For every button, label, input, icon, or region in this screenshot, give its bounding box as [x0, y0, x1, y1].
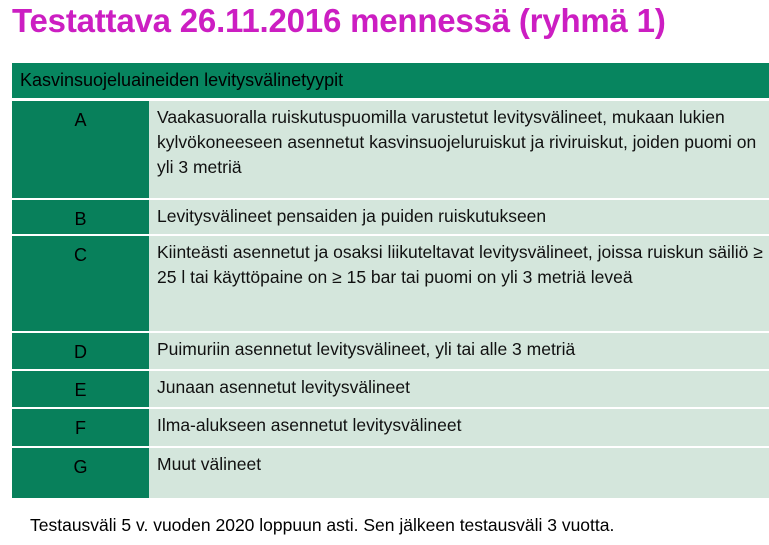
row-code: D	[74, 342, 87, 362]
row-description: Ilma-alukseen asennetut levitysvälineet	[149, 409, 769, 446]
row-code-cell	[12, 101, 149, 198]
row-code-cell	[12, 200, 149, 234]
row-code-cell	[12, 409, 149, 446]
row-description: Levitysvälineet pensaiden ja puiden ruiskutukseen	[149, 200, 769, 234]
row-code: B	[74, 209, 87, 229]
row-description: Vaakasuoralla ruiskutuspuomilla varustetut levitysvälineet, mukaan lukien kylvökoneeseen asennetut kasvinsuojeluruiskut ja riviruiskut, joiden puomi on yli 3 metriä	[149, 101, 769, 198]
row-code: E	[74, 380, 87, 400]
table-row	[12, 200, 769, 236]
row-code: A	[74, 110, 87, 130]
row-code-cell	[12, 371, 149, 407]
row-code: G	[73, 457, 88, 477]
table-row	[12, 236, 769, 333]
row-description: Junaan asennetut levitysvälineet	[149, 371, 769, 407]
row-code: F	[75, 418, 86, 438]
row-code-cell	[12, 236, 149, 331]
table-header	[12, 63, 769, 101]
table-row	[12, 371, 769, 409]
row-description: Kiinteästi asennetut ja osaksi liikuteltavat levitysvälineet, joissa ruiskun säiliö ≥ 25 l tai käyttöpaine on ≥ 15 bar tai puomi on yli 3 metriä leveä	[149, 236, 769, 331]
table-row	[12, 448, 769, 498]
table-row	[12, 101, 769, 200]
footer-note: Testausväli 5 v. vuoden 2020 loppuun asti. Sen jälkeen testausväli 3 vuotta.	[30, 515, 615, 535]
row-description: Puimuriin asennetut levitysvälineet, yli tai alle 3 metriä	[149, 333, 769, 369]
table-row	[12, 409, 769, 448]
row-code-cell	[12, 448, 149, 498]
table-header-label: Kasvinsuojeluaineiden levitysvälinetyypit	[20, 70, 344, 90]
table-row	[12, 333, 769, 371]
row-description: Muut välineet	[149, 448, 769, 498]
row-code-cell	[12, 333, 149, 369]
row-code: C	[74, 245, 87, 265]
page-title: Testattava 26.11.2016 mennessä (ryhmä 1)	[12, 2, 666, 39]
